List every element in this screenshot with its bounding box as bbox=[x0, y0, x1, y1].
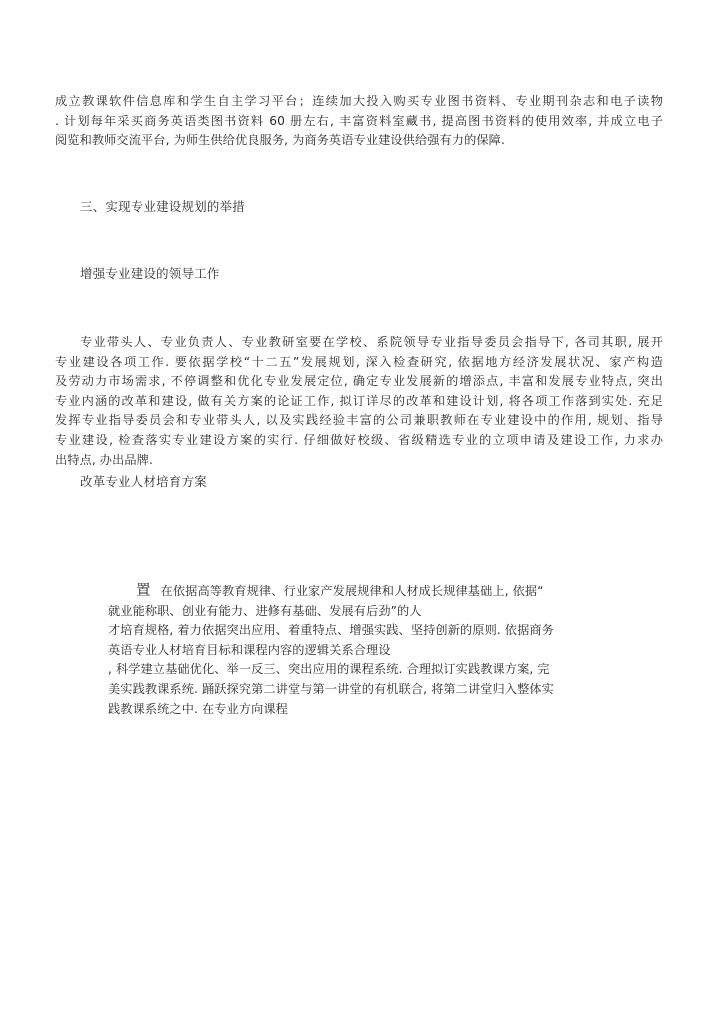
subheading-training-plan: 改革专业人材培育方案 bbox=[80, 474, 207, 489]
paragraph-training-plan bbox=[108, 582, 598, 719]
text-line: 专业建设, 检查落实专业建设方案的实行. 仔细做好校级、省级精选专业的立项申请及建设工作, 力求办 bbox=[55, 432, 663, 447]
lead-character: 置 bbox=[136, 583, 151, 599]
text-line: 发挥专业指导委员会和专业带头人, 以及实践经验丰富的公司兼职教师在专业建设中的作用, 规划、指导 bbox=[55, 413, 663, 428]
section-heading: 三、实现专业建设规划的举措 bbox=[80, 199, 245, 214]
text-line: 及劳动力市场需求, 不停调整和优化专业发展定位, 确定专业发展新的增添点, 丰富和发展专业特点, 突出 bbox=[55, 374, 663, 389]
paragraph-leadership bbox=[55, 333, 663, 470]
text-line: 阅览和教师交流平台, 为师生供给优良服务, 为商务英语专业建设供给强有力的保障. bbox=[55, 133, 505, 148]
text-line: 才培育规格, 着力依据突出应用、着重特点、增强实践、坚持创新的原则. 依据商务 bbox=[108, 623, 554, 638]
text-line: 专业带头人、专业负责人、专业教研室要在学校、系院领导专业指导委员会指导下, 各司其职, 展开 bbox=[80, 335, 663, 349]
text-line: 英语专业人材培育目标和课程内容的逻辑关系合理设 bbox=[108, 642, 391, 657]
text-line: . 计划每年采买商务英语类图书资料 60 册左右, 丰富资料室藏书, 提高图书资料的使用效率, 并成立电子 bbox=[55, 113, 663, 128]
paragraph-library-resources bbox=[55, 92, 663, 151]
text-line: 出特点, 办出品牌. bbox=[55, 452, 153, 467]
text-line: 专业建设各项工作. 要依据学校“十二五”发展规划, 深入检查研究, 依据地方经济发展状况、家产构造 bbox=[55, 354, 663, 369]
text-line bbox=[108, 582, 598, 602]
text-line-content: 在依据高等教育规律、行业家产发展规律和人材成长规律基础上, 依据“ bbox=[160, 584, 544, 598]
text-line: 践教课系统之中. 在专业方向课程 bbox=[108, 701, 288, 716]
text-line: , 科学建立基础优化、举一反三、突出应用的课程系统. 合理拟订实践教课方案, 完 bbox=[108, 662, 550, 677]
text-line: 专业内涵的改革和建设, 做有关方案的论证工作, 拟订详尽的改革和建设计划, 将各项工作落到实处. 充足 bbox=[55, 393, 663, 408]
text-line: 成立教课软件信息库和学生自主学习平台；连续加大投入购买专业图书资料、专业期刊杂志和电子读物 bbox=[55, 94, 663, 108]
text-line: 美实践教课系统. 踊跃探究第二讲堂与第一讲堂的有机联合, 将第二讲堂归入整体实 bbox=[108, 681, 554, 696]
subheading-leadership: 增强专业建设的领导工作 bbox=[80, 266, 220, 281]
text-line: 就业能称职、创业有能力、进修有基础、发展有后劲”的人 bbox=[108, 603, 422, 618]
